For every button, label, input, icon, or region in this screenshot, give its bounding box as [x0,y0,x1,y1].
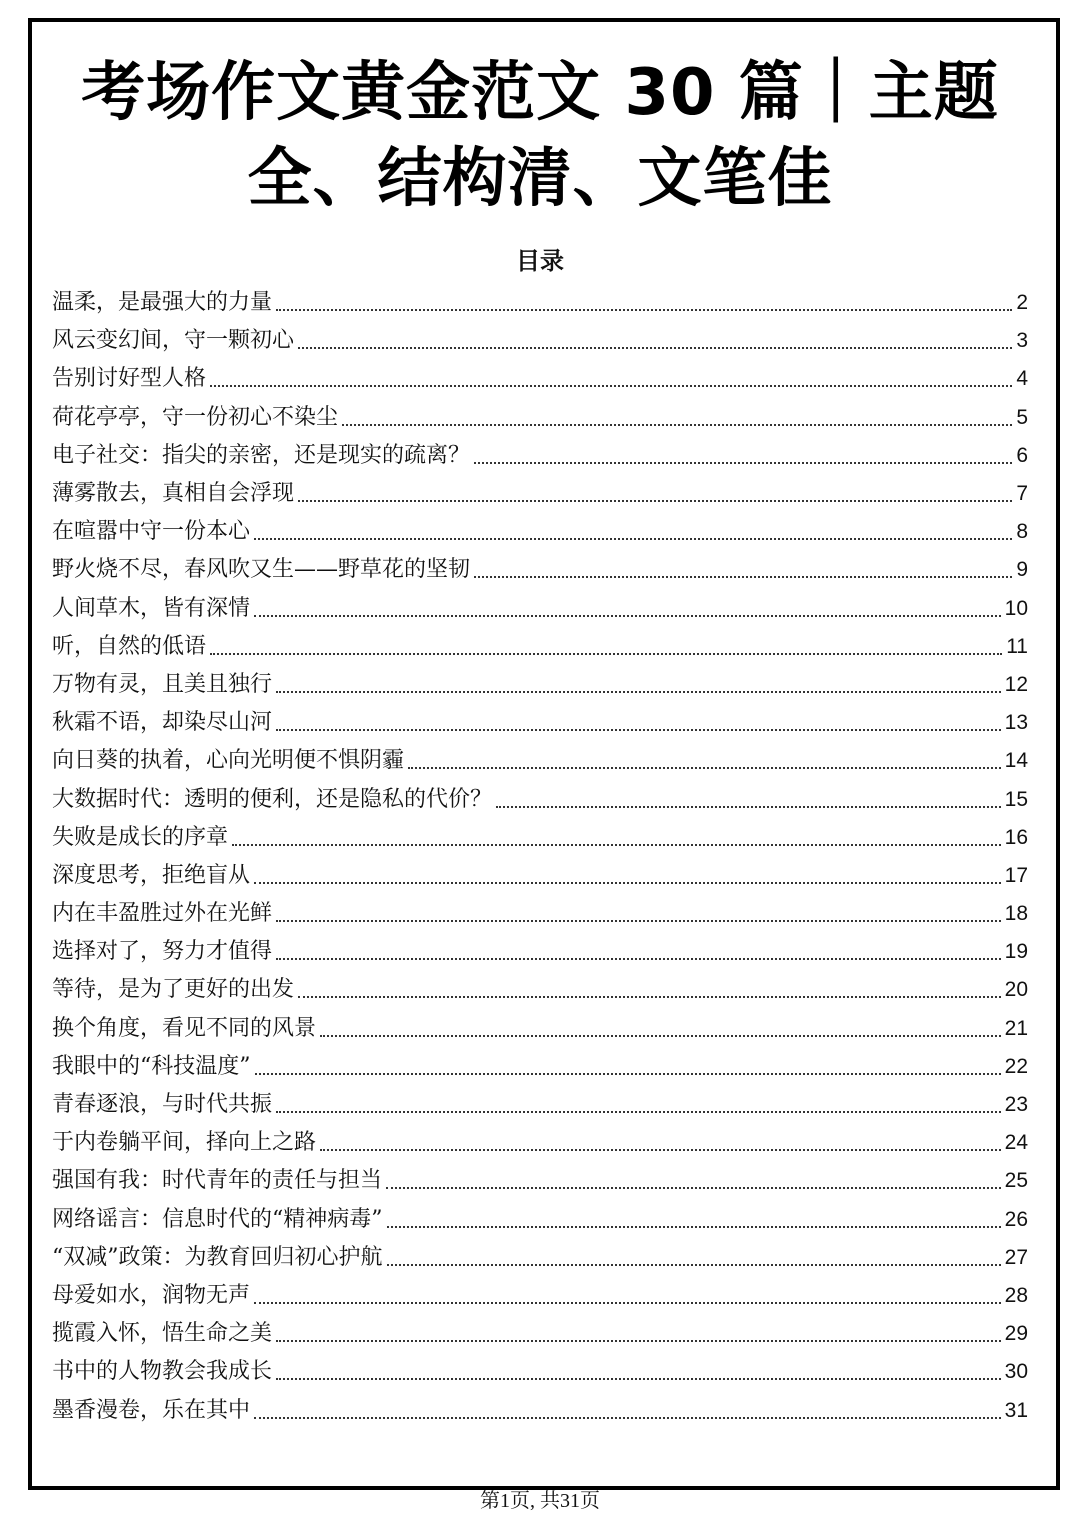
toc-entry-page-number: 19 [1004,940,1028,964]
toc-entry-page-number: 24 [1004,1131,1028,1155]
toc-entry-title[interactable]: 向日葵的执着，心向光明便不惧阴霾 [52,748,405,774]
toc-dot-leader [387,1226,1001,1228]
toc-entry-title[interactable]: 在喧嚣中守一份本心 [52,519,251,545]
toc-entry-title[interactable]: 秋霜不语，却染尽山河 [52,710,273,736]
toc-entry[interactable] [52,590,1028,628]
toc-dot-leader [386,1187,1001,1189]
toc-entry-page-number: 22 [1004,1054,1028,1078]
toc-entry[interactable] [52,780,1028,818]
toc-dot-leader [276,309,1012,311]
toc-entry-title[interactable]: 选择对了，努力才值得 [52,939,273,965]
toc-entry-page-number: 11 [1006,634,1028,658]
toc-dot-leader [254,615,1001,617]
toc-entry[interactable] [52,666,1028,704]
toc-entry[interactable] [52,360,1028,398]
toc-entry-page-number: 30 [1004,1360,1028,1384]
toc-entry[interactable] [52,933,1028,971]
toc-entry-title[interactable]: “双减”政策：为教育回归初心护航 [52,1244,383,1270]
toc-entry[interactable] [52,1086,1028,1124]
page-footer: 第1页, 共31页 [480,1490,600,1512]
toc-entry[interactable] [52,1010,1028,1048]
toc-entry[interactable] [52,1162,1028,1200]
toc-entry[interactable] [52,513,1028,551]
toc-entry-title[interactable]: 听，自然的低语 [52,633,207,659]
toc-dot-leader [320,1149,1001,1151]
toc-entry-page-number: 27 [1004,1245,1028,1269]
toc-entry-page-number: 20 [1004,978,1028,1002]
toc-entry[interactable] [52,1353,1028,1391]
toc-entry[interactable] [52,284,1028,322]
toc-dot-leader [254,882,1001,884]
toc-dot-leader [276,958,1001,960]
toc-dot-leader [298,996,1001,998]
toc-entry-title[interactable]: 等待，是为了更好的出发 [52,977,295,1003]
toc-entry[interactable] [52,1315,1028,1353]
toc-entry[interactable] [52,437,1028,475]
toc-entry-title[interactable]: 告别讨好型人格 [52,366,207,392]
toc-entry-title[interactable]: 我眼中的“科技温度” [52,1053,251,1079]
toc-dot-leader [320,1035,1001,1037]
toc-dot-leader [276,1111,1001,1113]
toc-entry[interactable] [52,704,1028,742]
toc-entry-page-number: 29 [1004,1322,1028,1346]
toc-entry[interactable] [52,857,1028,895]
toc-entry-title[interactable]: 荷花亭亭，守一份初心不染尘 [52,404,339,430]
toc-dot-leader [276,1340,1001,1342]
toc-entry-page-number: 2 [1016,291,1028,315]
toc-entry-page-number: 10 [1004,596,1028,620]
toc-dot-leader [496,806,1001,808]
toc-dot-leader [276,1378,1001,1380]
toc-dot-leader [276,729,1001,731]
toc-entry-title[interactable]: 万物有灵，且美且独行 [52,671,273,697]
toc-entry[interactable] [52,1048,1028,1086]
toc-entry-title[interactable]: 深度思考，拒绝盲从 [52,862,251,888]
toc-entry-title[interactable]: 人间草木，皆有深情 [52,595,251,621]
toc-entry[interactable] [52,1391,1028,1429]
toc-entry-title[interactable]: 强国有我：时代青年的责任与担当 [52,1168,383,1194]
toc-entry-page-number: 28 [1004,1283,1028,1307]
toc-entry-page-number: 5 [1016,405,1028,429]
toc-entry-title[interactable]: 风云变幻间，守一颗初心 [52,328,295,354]
toc-entry-title[interactable]: 揽霞入怀，悟生命之美 [52,1321,273,1347]
toc-dot-leader [298,347,1012,349]
toc-dot-leader [474,462,1012,464]
toc-entry[interactable] [52,628,1028,666]
toc-entry-page-number: 25 [1004,1169,1028,1193]
table-of-contents [52,284,1028,1430]
toc-dot-leader [342,424,1012,426]
toc-dot-leader [254,1302,1001,1304]
toc-entry-page-number: 21 [1004,1016,1028,1040]
toc-dot-leader [232,844,1001,846]
toc-entry-page-number: 4 [1016,367,1028,391]
toc-entry-title[interactable]: 电子社交：指尖的亲密，还是现实的疏离？ [52,442,471,468]
toc-entry-page-number: 31 [1004,1398,1028,1422]
toc-entry-title[interactable]: 大数据时代：透明的便利，还是隐私的代价？ [52,786,493,812]
toc-entry[interactable] [52,399,1028,437]
toc-dot-leader [387,1264,1001,1266]
toc-entry-title[interactable]: 于内卷躺平间，择向上之路 [52,1130,317,1156]
toc-entry[interactable] [52,819,1028,857]
toc-entry-page-number: 15 [1004,787,1028,811]
toc-heading: 目录 [516,247,564,275]
toc-dot-leader [210,653,1002,655]
toc-entry-title[interactable]: 野火烧不尽，春风吹又生——野草花的坚韧 [52,557,471,583]
toc-entry-page-number: 3 [1016,329,1028,353]
document-title [40,50,1040,222]
toc-entry-page-number: 14 [1004,749,1028,773]
toc-entry[interactable] [52,971,1028,1009]
toc-entry[interactable] [52,475,1028,513]
toc-entry-title[interactable]: 薄雾散去，真相自会浮现 [52,481,295,507]
toc-entry-page-number: 12 [1004,672,1028,696]
toc-entry-page-number: 13 [1004,711,1028,735]
toc-entry-page-number: 9 [1016,558,1028,582]
toc-entry-page-number: 26 [1004,1207,1028,1231]
toc-entry[interactable] [52,742,1028,780]
toc-dot-leader [298,500,1012,502]
toc-dot-leader [254,1417,1001,1419]
toc-entry[interactable] [52,895,1028,933]
toc-dot-leader [474,576,1012,578]
toc-entry[interactable] [52,551,1028,589]
toc-entry-title[interactable]: 温柔，是最强大的力量 [52,290,273,316]
toc-entry[interactable] [52,1239,1028,1277]
toc-entry-title[interactable]: 内在丰盈胜过外在光鲜 [52,901,273,927]
toc-entry-title[interactable]: 书中的人物教会我成长 [52,1359,273,1385]
toc-entry-title[interactable]: 失败是成长的序章 [52,824,229,850]
toc-entry[interactable] [52,1201,1028,1239]
toc-entry[interactable] [52,1124,1028,1162]
toc-entry-page-number: 16 [1004,825,1028,849]
toc-entry[interactable] [52,322,1028,360]
toc-entry[interactable] [52,1277,1028,1315]
toc-entry-page-number: 17 [1004,863,1028,887]
toc-entry-title[interactable]: 青春逐浪，与时代共振 [52,1092,273,1118]
toc-entry-page-number: 6 [1016,443,1028,467]
toc-entry-page-number: 8 [1016,520,1028,544]
toc-dot-leader [276,691,1001,693]
toc-dot-leader [276,920,1001,922]
toc-entry-title[interactable]: 网络谣言：信息时代的“精神病毒” [52,1206,383,1232]
toc-dot-leader [408,767,1001,769]
toc-entry-title[interactable]: 换个角度，看见不同的风景 [52,1015,317,1041]
toc-entry-page-number: 23 [1004,1093,1028,1117]
toc-entry-title[interactable]: 墨香漫卷，乐在其中 [52,1397,251,1423]
toc-entry-page-number: 7 [1016,482,1028,506]
document-title-line-2: 全、结构清、文笔佳 [247,142,833,216]
toc-dot-leader [254,538,1012,540]
toc-dot-leader [210,385,1012,387]
toc-entry-page-number: 18 [1004,902,1028,926]
toc-dot-leader [255,1073,1001,1075]
document-title-line-1: 考场作文黄金范文 30 篇｜主题 [81,56,999,130]
toc-entry-title[interactable]: 母爱如水，润物无声 [52,1282,251,1308]
